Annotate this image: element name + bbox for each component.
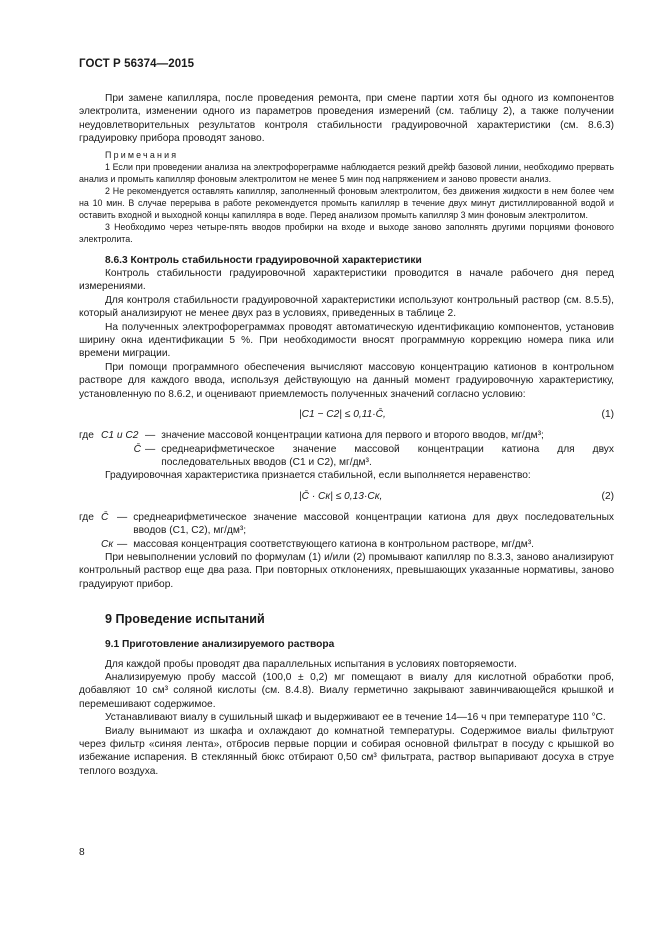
- definition-row: [79, 443, 614, 470]
- definition-symbol: C̄: [101, 511, 109, 523]
- section-heading-9-1: 9.1 Приготовление анализируемого раствора: [105, 639, 335, 651]
- definition-row: [79, 538, 614, 551]
- formula-1-expression: |C1 − C2| ≤ 0,11·C̄,: [299, 409, 386, 421]
- document-header: ГОСТ Р 56374—2015: [79, 58, 195, 70]
- section-heading-9: 9 Проведение испытаний: [105, 612, 265, 627]
- page-number: 8: [79, 847, 85, 858]
- definition-dash: —: [145, 443, 156, 455]
- paragraph: При помощи программного обеспечения вычисляют массовую концентрацию катионов в контрольном растворе для каждого ввода, используя действующую на данный момент градуировочную характеристику, установленную по 8.6.2, и оценивают приемлемость полученных значений согласно условию:: [79, 361, 614, 400]
- definition-text: значение массовой концентрации катиона для первого и второго вводов, мг/дм³;: [161, 430, 544, 442]
- paragraph: На полученных электрофореграммах проводят автоматическую идентификацию компонентов, установив ширину окна идентификации 5 %. При необходимости вносят программную коррекцию номера пика или времени миграции.: [79, 321, 614, 360]
- definition-symbol: C1 и C2: [101, 430, 139, 442]
- paragraph: Виалу вынимают из шкафа и охлаждают до комнатной температуры. Содержимое виалы фильтруют через фильтр «синяя лента», отбросив первые порции и собирая основной фильтрат в посуду с крышкой во избежание испарения. В стеклянный бюкс отбирают 0,50 см³ фильтрата, раствор выпаривают досуха в струе теплого воздуха.: [79, 725, 614, 777]
- definition-dash: —: [117, 511, 128, 523]
- note-item: 2 Не рекомендуется оставлять капилляр, заполненный фоновым электролитом, без движения жидкости в нем более чем на 10 мин. В случае перерыва в работе рекомендуется промыть капилляр в течение двух минут дистиллированной водой и оставить входной и выходной концы капилляра в воде. Перед анализом промыть капилляр 3 мин фоновым электролитом.: [79, 185, 614, 220]
- formula-2: [79, 483, 614, 511]
- paragraph: При невыполнении условий по формулам (1) и/или (2) промывают капилляр по 8.3.3, заново анализируют контрольный раствор еще два раза. При повторных отклонениях, превышающих указанные нормативы, заново градуируют прибор.: [79, 551, 614, 590]
- definition-lead: где: [79, 430, 94, 442]
- paragraph: Анализируемую пробу массой (100,0 ± 0,2) мг помещают в виалу для кислотной обработки проб, добавляют 10 см³ соляной кислоты (см. 8.4.8). Виалу герметично закрывают завинчивающейся крышкой и перемешивают содержимое.: [79, 671, 614, 710]
- paragraph: Для каждой пробы проводят два параллельных испытания в условиях повторяемости.: [105, 658, 517, 670]
- paragraph: Градуировочная характеристика признается стабильной, если выполняется неравенство:: [105, 470, 531, 482]
- definition-row: [79, 511, 614, 538]
- note-item: 3 Необходимо через четыре-пять вводов пробирки на входе и выходе заново заполнять другими порциями фонового электролита.: [79, 221, 614, 244]
- paragraph: Контроль стабильности градуировочной характеристики проводится в начале рабочего дня перед измерениями.: [79, 268, 614, 293]
- definition-text: среднеарифметическое значение массовой концентрации катиона для двух последовательных вводов (C1 и C2), мг/дм³.: [161, 443, 614, 468]
- definition-text: среднеарифметическое значение массовой концентрации катиона для двух последовательных вводов (C1, C2), мг/дм³;: [133, 511, 614, 537]
- formula-2-expression: |C̄ · Cк| ≤ 0,13·Cк,: [299, 490, 383, 502]
- definition-dash: —: [145, 430, 156, 442]
- intro-paragraph: При замене капилляра, после проведения ремонта, при смене партии хотя бы одного из компонентов электролита, изменении одного из параметров проведения измерений (см. таблицу 2), а также получении неудовлетворительных результатов контроля стабильности градуировочной характеристики (см. 8.6.3) градуировку прибора проводят заново.: [79, 93, 614, 145]
- definition-lead: где: [79, 511, 94, 523]
- definition-dash: —: [117, 538, 128, 550]
- formula-1-number: (1): [601, 409, 614, 421]
- paragraph: Устанавливают виалу в сушильный шкаф и выдерживают ее в течение 14—16 ч при температуре 110 °С.: [105, 712, 606, 724]
- definition-symbol: C̄: [133, 443, 141, 455]
- page-content: [79, 92, 614, 778]
- definition-lead: [79, 443, 101, 470]
- definition-text: массовая концентрация соответствующего катиона в контрольном растворе, мг/дм³.: [133, 538, 534, 550]
- paragraph: Для контроля стабильности градуировочной характеристики используют контрольный раствор (см. 8.5.5), который анализируют не менее двух раз в условиях, приведенных в таблице 2.: [79, 294, 614, 320]
- notes-title: Примечания: [105, 149, 179, 160]
- formula-1: [79, 401, 614, 429]
- formula-2-number: (2): [601, 490, 614, 502]
- definition-symbol: Cк: [101, 538, 114, 550]
- notes-block: [79, 149, 614, 245]
- definition-row: [79, 429, 614, 442]
- formula-2-definitions: [79, 511, 614, 551]
- note-item: 1 Если при проведении анализа на электрофореграмме наблюдается резкий дрейф базовой линии, необходимо прервать анализ и промыть капилляр фоновым электролитом не менее 5 мин под напряжением и заново провести анализ.: [79, 161, 614, 184]
- section-heading-8-6-3: 8.6.3 Контроль стабильности градуировочной характеристики: [105, 254, 422, 266]
- formula-1-definitions: [79, 429, 614, 469]
- definition-lead: [79, 538, 101, 551]
